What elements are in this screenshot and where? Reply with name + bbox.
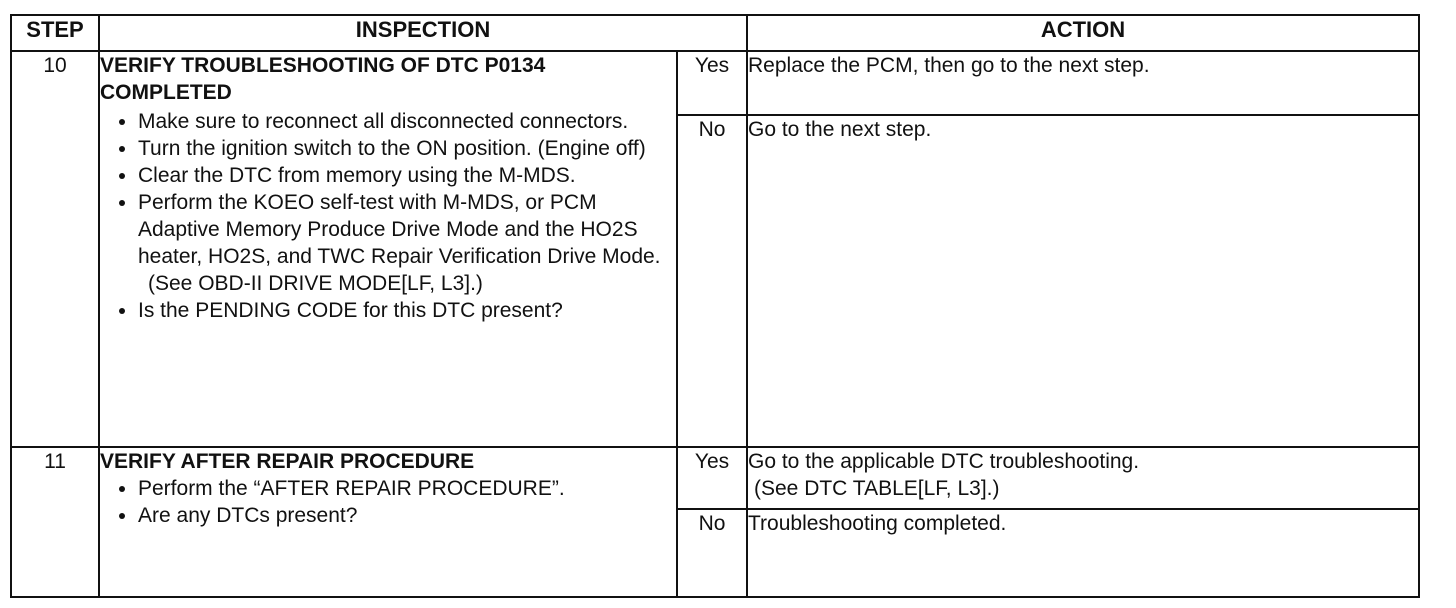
reference-note: (See OBD-II DRIVE MODE[LF, L3].) [148,272,483,295]
bullet-item: • Perform the “AFTER REPAIR PROCEDURE”. [138,475,676,502]
no-label: No [677,115,747,447]
table-row [11,447,1419,509]
bullet-text: Perform the KOEO self-test with M-MDS, or PCM Adaptive Memory Produce Drive Mode and the HO2S heater, HO2S, and TWC Repair Verification Drive Mode. [138,191,661,268]
inspection-title: VERIFY TROUBLESHOOTING OF DTC P0134 COMPLETED [100,54,546,104]
step-header: STEP [11,15,99,51]
bullet-item: • Turn the ignition switch to the ON position. (Engine off) [138,135,676,162]
inspection-bullets [100,475,676,529]
no-label: No [677,509,747,597]
yes-action: Replace the PCM, then go to the next step. [747,51,1419,115]
table-row [11,51,1419,115]
inspection-title: VERIFY AFTER REPAIR PROCEDURE [100,450,475,473]
step-number: 11 [11,447,99,597]
bullet-item [138,189,676,297]
bullet-item: • Is the PENDING CODE for this DTC present? [138,297,676,324]
inspection-bullets [100,108,676,324]
inspection-cell [99,51,677,447]
step-number: 10 [11,51,99,447]
yes-label: Yes [677,447,747,509]
no-action: Go to the next step. [747,115,1419,447]
yes-action-cell [747,447,1419,509]
no-action: Troubleshooting completed. [747,509,1419,597]
inspection-header: INSPECTION [99,15,747,51]
yes-action: Go to the applicable DTC troubleshooting. [748,450,1140,473]
reference-note: (See DTC TABLE[LF, L3].) [754,477,1000,500]
action-header: ACTION [747,15,1419,51]
yes-label: Yes [677,51,747,115]
inspection-cell [99,447,677,597]
diagnostic-table [10,14,1420,598]
bullet-item: • Clear the DTC from memory using the M-MDS. [138,162,676,189]
bullet-item: • Are any DTCs present? [138,502,676,529]
bullet-item: • Make sure to reconnect all disconnected connectors. [138,108,676,135]
header-row [11,15,1419,51]
